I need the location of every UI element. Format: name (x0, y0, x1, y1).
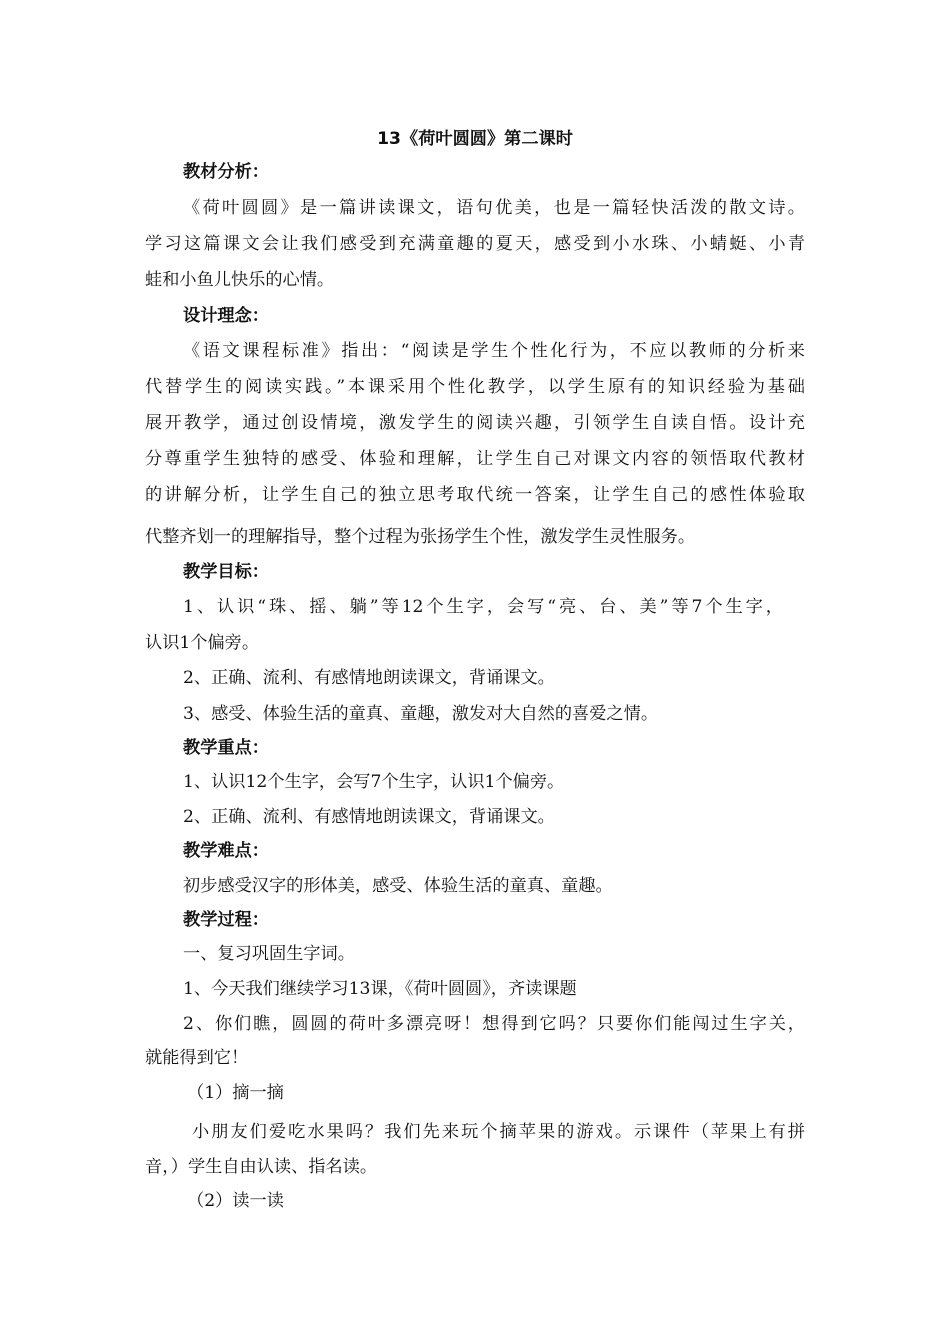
process-line: 2、你们瞧，圆圆的荷叶多漂亮呀！想得到它吗？只要你们能闯过生字关， (183, 1014, 805, 1034)
goals-line: 3、感受、体验生活的童真、童趣，激发对大自然的喜爱之情。 (183, 704, 659, 724)
key-points-line: 2、正确、流利、有感情地朗读课文，背诵课文。 (183, 807, 555, 827)
analysis-line: 蛙和小鱼儿快乐的心情。 (145, 270, 335, 290)
process-line: （1）摘一摘 (187, 1083, 284, 1103)
process-line: 小朋友们爱吃水果吗？我们先来玩个摘苹果的游戏。示课件（苹果上有拼 (192, 1122, 805, 1142)
process-heading: 教学过程： (183, 910, 269, 930)
goals-line: 2、正确、流利、有感情地朗读课文，背诵课文。 (183, 668, 555, 688)
concept-line: 代整齐划一的理解指导，整个过程为张扬学生个性，激发学生灵性服务。 (145, 527, 696, 547)
difficulties-line: 初步感受汉字的形体美，感受、体验生活的童真、童趣。 (183, 876, 613, 896)
concept-line: 的讲解分析，让学生自己的独立思考取代统一答案，让学生自己的感性体验取 (145, 485, 805, 505)
concept-heading: 设计理念： (183, 306, 269, 326)
concept-line: 分尊重学生独特的感受、体验和理解，让学生自己对课文内容的领悟取代教材 (145, 449, 805, 469)
analysis-heading: 教材分析： (183, 162, 269, 182)
goals-heading: 教学目标： (183, 562, 269, 582)
goals-line: 1、认识“珠、摇、躺”等12个生字，会写“亮、台、美”等7个生字， (183, 597, 783, 617)
key-points-line: 1、认识12个生字，会写7个生字，认识1个偏旁。 (183, 772, 565, 792)
process-line: 就能得到它！ (145, 1048, 249, 1068)
key-points-heading: 教学重点： (183, 738, 269, 758)
analysis-line: 学习这篇课文会让我们感受到充满童趣的夏天，感受到小水珠、小蜻蜓、小青 (145, 234, 805, 254)
concept-line: 展开教学，通过创设情境，激发学生的阅读兴趣，引领学生自读自悟。设计充 (145, 413, 805, 433)
process-line: （2）读一读 (187, 1191, 284, 1211)
process-line: 1、今天我们继续学习13课，《荷叶圆圆》，齐读课题 (183, 979, 577, 999)
concept-line: 《语文课程标准》指出：“阅读是学生个性化行为，不应以教师的分析来 (183, 341, 805, 361)
goals-line: 认识1个偏旁。 (145, 633, 260, 653)
analysis-line: 《荷叶圆圆》是一篇讲读课文，语句优美，也是一篇轻快活泼的散文诗。 (183, 198, 805, 218)
process-line: 音，）学生自由认读、指名读。 (145, 1157, 378, 1177)
difficulties-heading: 教学难点： (183, 841, 269, 861)
document-title: 13《荷叶圆圆》第二课时 (377, 129, 573, 149)
concept-line: 代替学生的阅读实践。”本课采用个性化教学，以学生原有的知识经验为基础 (145, 377, 805, 397)
process-line: 一、复习巩固生字词。 (183, 944, 355, 964)
